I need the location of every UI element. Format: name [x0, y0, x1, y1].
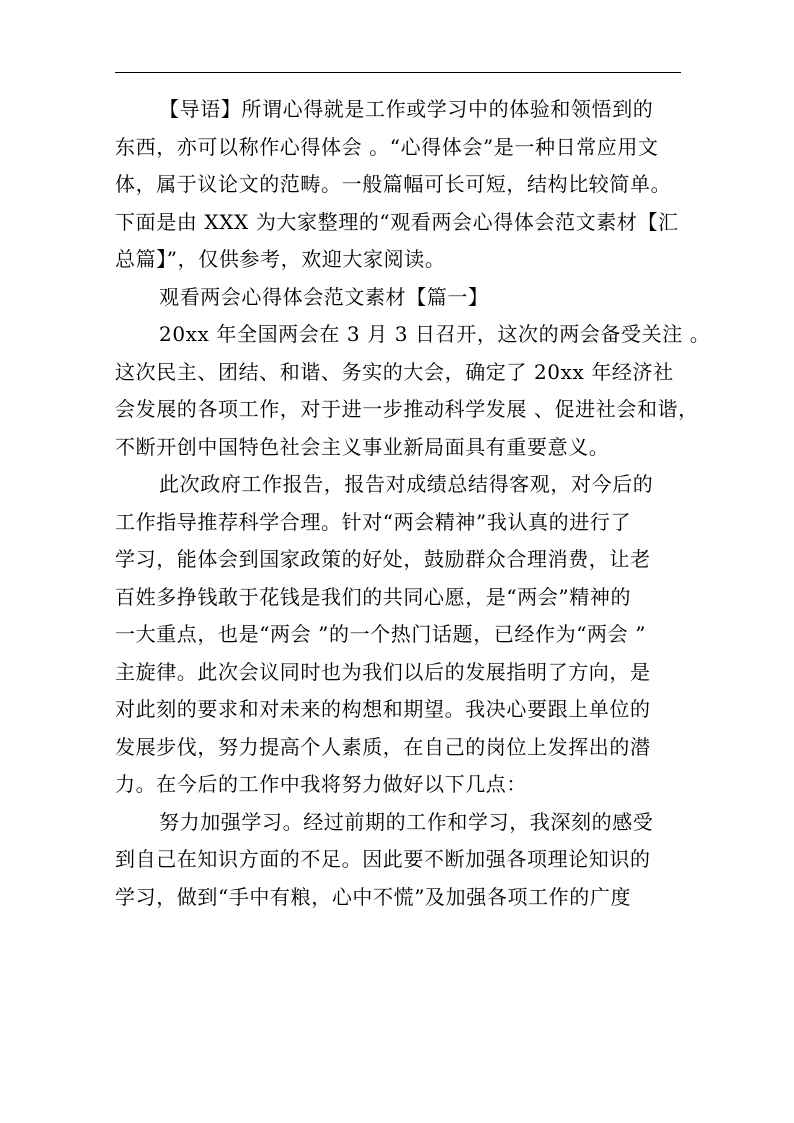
paragraph-line: 发展步伐，努力提高个人素质，在自己的岗位上发挥出的潜	[115, 734, 651, 759]
paragraph-line: 不断开创中国特色社会主义事业新局面具有重要意义。	[115, 434, 610, 459]
paragraph-line: 学习，能体会到国家政策的好处，鼓励群众合理消费，让老	[115, 547, 651, 571]
intro-line: 总篇】”，仅供参考，欢迎大家阅读。	[115, 247, 446, 271]
paragraph-line: 努力加强学习。经过前期的工作和学习，我深刻的感受	[159, 809, 654, 834]
paragraph-line: 一大重点，也是“两会 ”的一个热门话题，已经作为“两会 ”	[115, 622, 647, 646]
intro-line: 体，属于议论文的范畴。一般篇幅可长可短，结构比较简单。	[115, 172, 672, 196]
intro-paragraph	[115, 91, 681, 279]
paragraph-line: 到自己在知识方面的不足。因此要不断加强各项理论知识的	[115, 847, 651, 871]
document-body	[115, 91, 711, 916]
paragraph-line: 这次民主、团结、和谐、务实的大会，确定了 20xx 年经济社	[115, 359, 674, 384]
paragraph-1	[115, 316, 711, 466]
header-rule	[115, 72, 681, 73]
intro-line: 东西，亦可以称作心得体会 。“心得体会”是一种日常应用文	[115, 134, 659, 159]
paragraph-line: 20xx 年全国两会在 3 月 3 日召开，这次的两会备受关注 。	[159, 322, 711, 346]
paragraph-line: 主旋律。此次会议同时也为我们以后的发展指明了方向，是	[115, 659, 651, 684]
paragraph-line: 工作指导推荐科学合理。针对“两会精神”我认真的进行了	[115, 509, 632, 534]
paragraph-3	[115, 804, 681, 917]
intro-line: 下面是由 XXX 为大家整理的“观看两会心得体会范文素材【汇	[115, 209, 679, 234]
paragraph-line: 力。在今后的工作中我将努力做好以下几点：	[115, 772, 527, 796]
section-title	[115, 279, 681, 317]
paragraph-line: 会发展的各项工作，对于进一步推动科学发展 、促进社会和谐，	[115, 397, 699, 421]
paragraph-2	[115, 466, 681, 804]
section-title-text: 观看两会心得体会范文素材【篇一】	[159, 284, 489, 309]
paragraph-line: 百姓多挣钱敢于花钱是我们的共同心愿，是“两会”精神的	[115, 584, 632, 609]
paragraph-line: 对此刻的要求和对未来的构想和期望。我决心要跟上单位的	[115, 697, 651, 721]
paragraph-line: 此次政府工作报告，报告对成绩总结得客观，对今后的	[159, 472, 654, 496]
intro-line: 【导语】所谓心得就是工作或学习中的体验和领悟到的	[159, 97, 654, 121]
paragraph-line: 学习，做到“手中有粮，心中不慌”及加强各项工作的广度	[115, 884, 632, 909]
